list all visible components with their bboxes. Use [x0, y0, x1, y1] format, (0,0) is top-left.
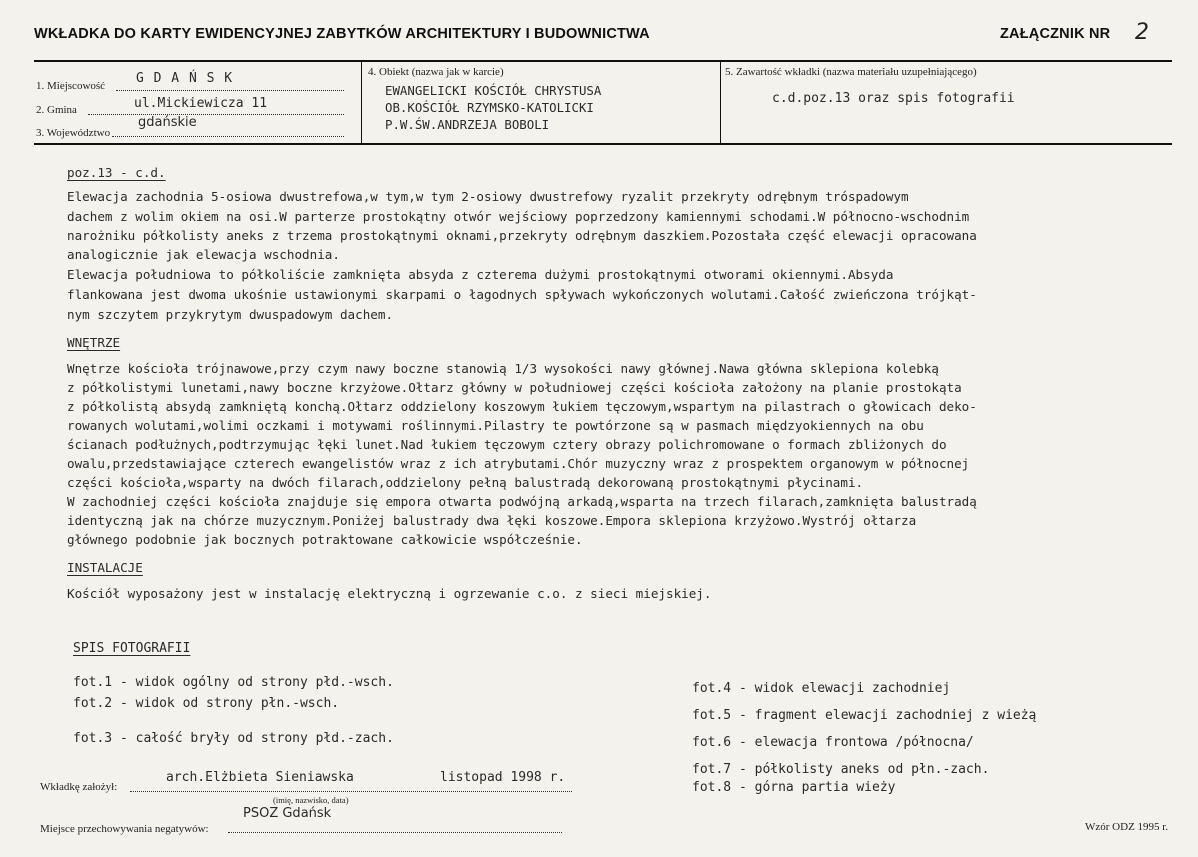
author-date: listopad 1998 r. [440, 770, 566, 785]
object-line-3: P.W.ŚW.ANDRZEJA BOBOLI [385, 117, 550, 132]
photo-entry: fot.2 - widok od strony płn.-wsch. [73, 696, 340, 711]
voivodeship-label: 3. Województwo [36, 127, 111, 139]
contents-label: 5. Zawartość wkładki (nazwa materiału uzupełniającego) [725, 66, 977, 78]
object-line-1: EWANGELICKI KOŚCIÓŁ CHRYSTUSA [385, 83, 602, 98]
author-name: arch.Elżbieta Sieniawska [166, 770, 354, 785]
interior-line: rowanych wolutami,wolimi oczkami i motywami roślinnymi.Pilastry te powtórzone są w pasmach międzyokiennych na obu [67, 418, 924, 433]
photo-entry: fot.4 - widok elewacji zachodniej [692, 681, 951, 696]
author-hint: (imię, nazwisko, data) [273, 795, 349, 805]
body-line: dachem z wolim okiem na osi.W parterze prostokątny otwór wejściowy poprzedzony kamiennymi schodami.W północno-wschodnim [67, 209, 970, 224]
form-code: Wzór ODZ 1995 r. [1085, 821, 1169, 833]
header-rule-bottom [34, 143, 1172, 145]
annex-number: 2 [1135, 20, 1149, 45]
commune-dots [88, 114, 344, 115]
interior-line: owalu,przedstawiające czterech ewangelistów wraz z ich atrybutami.Chór muzyczny wraz z prospektem organowym w północnej [67, 456, 970, 471]
storage-value: PSOZ Gdańsk [243, 806, 332, 821]
annex-label: ZAŁĄCZNIK NR [1000, 26, 1111, 42]
installations-title: INSTALACJE [67, 560, 143, 575]
interior-line: Wnętrze kościoła trójnawowe,przy czym nawy boczne stanowią 1/3 wysokości nawy głównej.Nawa główna sklepiona kolebką [67, 361, 939, 376]
interior-line: głównego podobnie jak bocznych potraktowane całkowicie współcześnie. [67, 532, 583, 547]
interior-line: części kościoła,wsparty na dwóch filarach,oddzielony pełną balustradą dekorowaną prostokątnymi płycinami. [67, 475, 864, 490]
location-value: G D A Ń S K [136, 71, 234, 86]
body-line: nym szczytem przykrytym dwuspadowym dachem. [67, 307, 394, 322]
location-label: 1. Miejscowość [36, 80, 106, 92]
document-title: WKŁADKA DO KARTY EWIDENCYJNEJ ZABYTKÓW ARCHITEKTURY I BUDOWNICTWA [34, 26, 650, 42]
voivodeship-dots [112, 136, 344, 137]
interior-line: z półkolistą absydą zamkniętą konchą.Ołtarz oddzielony koszowym łukiem tęczowym,wspartym na pilastrach o głowicach deko- [67, 399, 977, 414]
author-label: Wkładkę założył: [40, 781, 118, 793]
photo-entry: fot.8 - górna partia wieży [692, 780, 896, 795]
interior-line: identyczną jak na chórze muzycznym.Poniżej balustrady dwa łęki koszowe.Empora sklepiona krzyżowo.Wystrój ołtarza [67, 513, 917, 528]
location-dots [116, 90, 344, 91]
field-divider-2 [720, 61, 721, 144]
installations-text: Kościół wyposażony jest w instalację elektryczną i ogrzewanie c.o. z sieci miejskiej. [67, 586, 712, 601]
photos-title: SPIS FOTOGRAFII [73, 641, 191, 656]
commune-label: 2. Gmina [36, 104, 77, 116]
body-line: Elewacja południowa to półkoliście zamknięta absyda z czterema dużymi prostokątnymi otworami okiennymi.Absyda [67, 267, 894, 282]
field-divider-1 [361, 61, 362, 144]
commune-value: ul.Mickiewicza 11 [134, 96, 268, 111]
storage-label: Miejsce przechowywania negatywów: [40, 823, 209, 835]
photo-entry: fot.6 - elewacja frontowa /północna/ [692, 735, 974, 750]
interior-line: z półkolistymi lunetami,nawy boczne krzyżowe.Ołtarz główny w południowej części kościoła założony na planie prostokąta [67, 380, 962, 395]
section-title: poz.13 - c.d. [67, 165, 166, 180]
photo-entry: fot.7 - półkolisty aneks od płn.-zach. [692, 762, 990, 777]
interior-title: WNĘTRZE [67, 335, 121, 350]
object-line-2: OB.KOŚCIÓŁ RZYMSKO-KATOLICKI [385, 100, 594, 115]
body-line: flankowana jest dwoma ukośnie ustawionymi skarpami o łagodnych spływach wykończonych wolutami.Całość zwieńczona trójkąt- [67, 287, 977, 302]
photo-entry: fot.3 - całość bryły od strony płd.-zach. [73, 731, 394, 746]
photo-entry: fot.5 - fragment elewacji zachodniej z wieżą [692, 708, 1037, 723]
header-rule-top [34, 60, 1172, 62]
object-label: 4. Obiekt (nazwa jak w karcie) [368, 66, 504, 78]
interior-line: W zachodniej części kościoła znajduje się empora otwarta podwójną arkadą,wsparta na trzech filarach,zamknięta balustradą [67, 494, 977, 509]
storage-dots [228, 832, 562, 833]
photo-entry: fot.1 - widok ogólny od strony płd.-wsch. [73, 675, 394, 690]
voivodeship-value: gdańskie [138, 115, 197, 130]
interior-line: ścianach podłużnych,podtrzymując łęki lunet.Nad łukiem tęczowym cztery obrazy polichromowane o formach zbliżonych do [67, 437, 947, 452]
body-line: Elewacja zachodnia 5-osiowa dwustrefowa,w tym,w tym 2-osiowy dwustrefowy ryzalit przekryty odrębnym tróspadowym [67, 189, 909, 204]
body-line: narożniku półkolisty aneks z trzema prostokątnymi oknami,przekryty odrębnym daszkiem.Pozostała część elewacji opracowana [67, 228, 977, 243]
contents-value: c.d.poz.13 oraz spis fotografii [772, 91, 1015, 106]
author-dots [130, 791, 572, 792]
body-line: analogicznie jak elewacja wschodnia. [67, 247, 340, 262]
